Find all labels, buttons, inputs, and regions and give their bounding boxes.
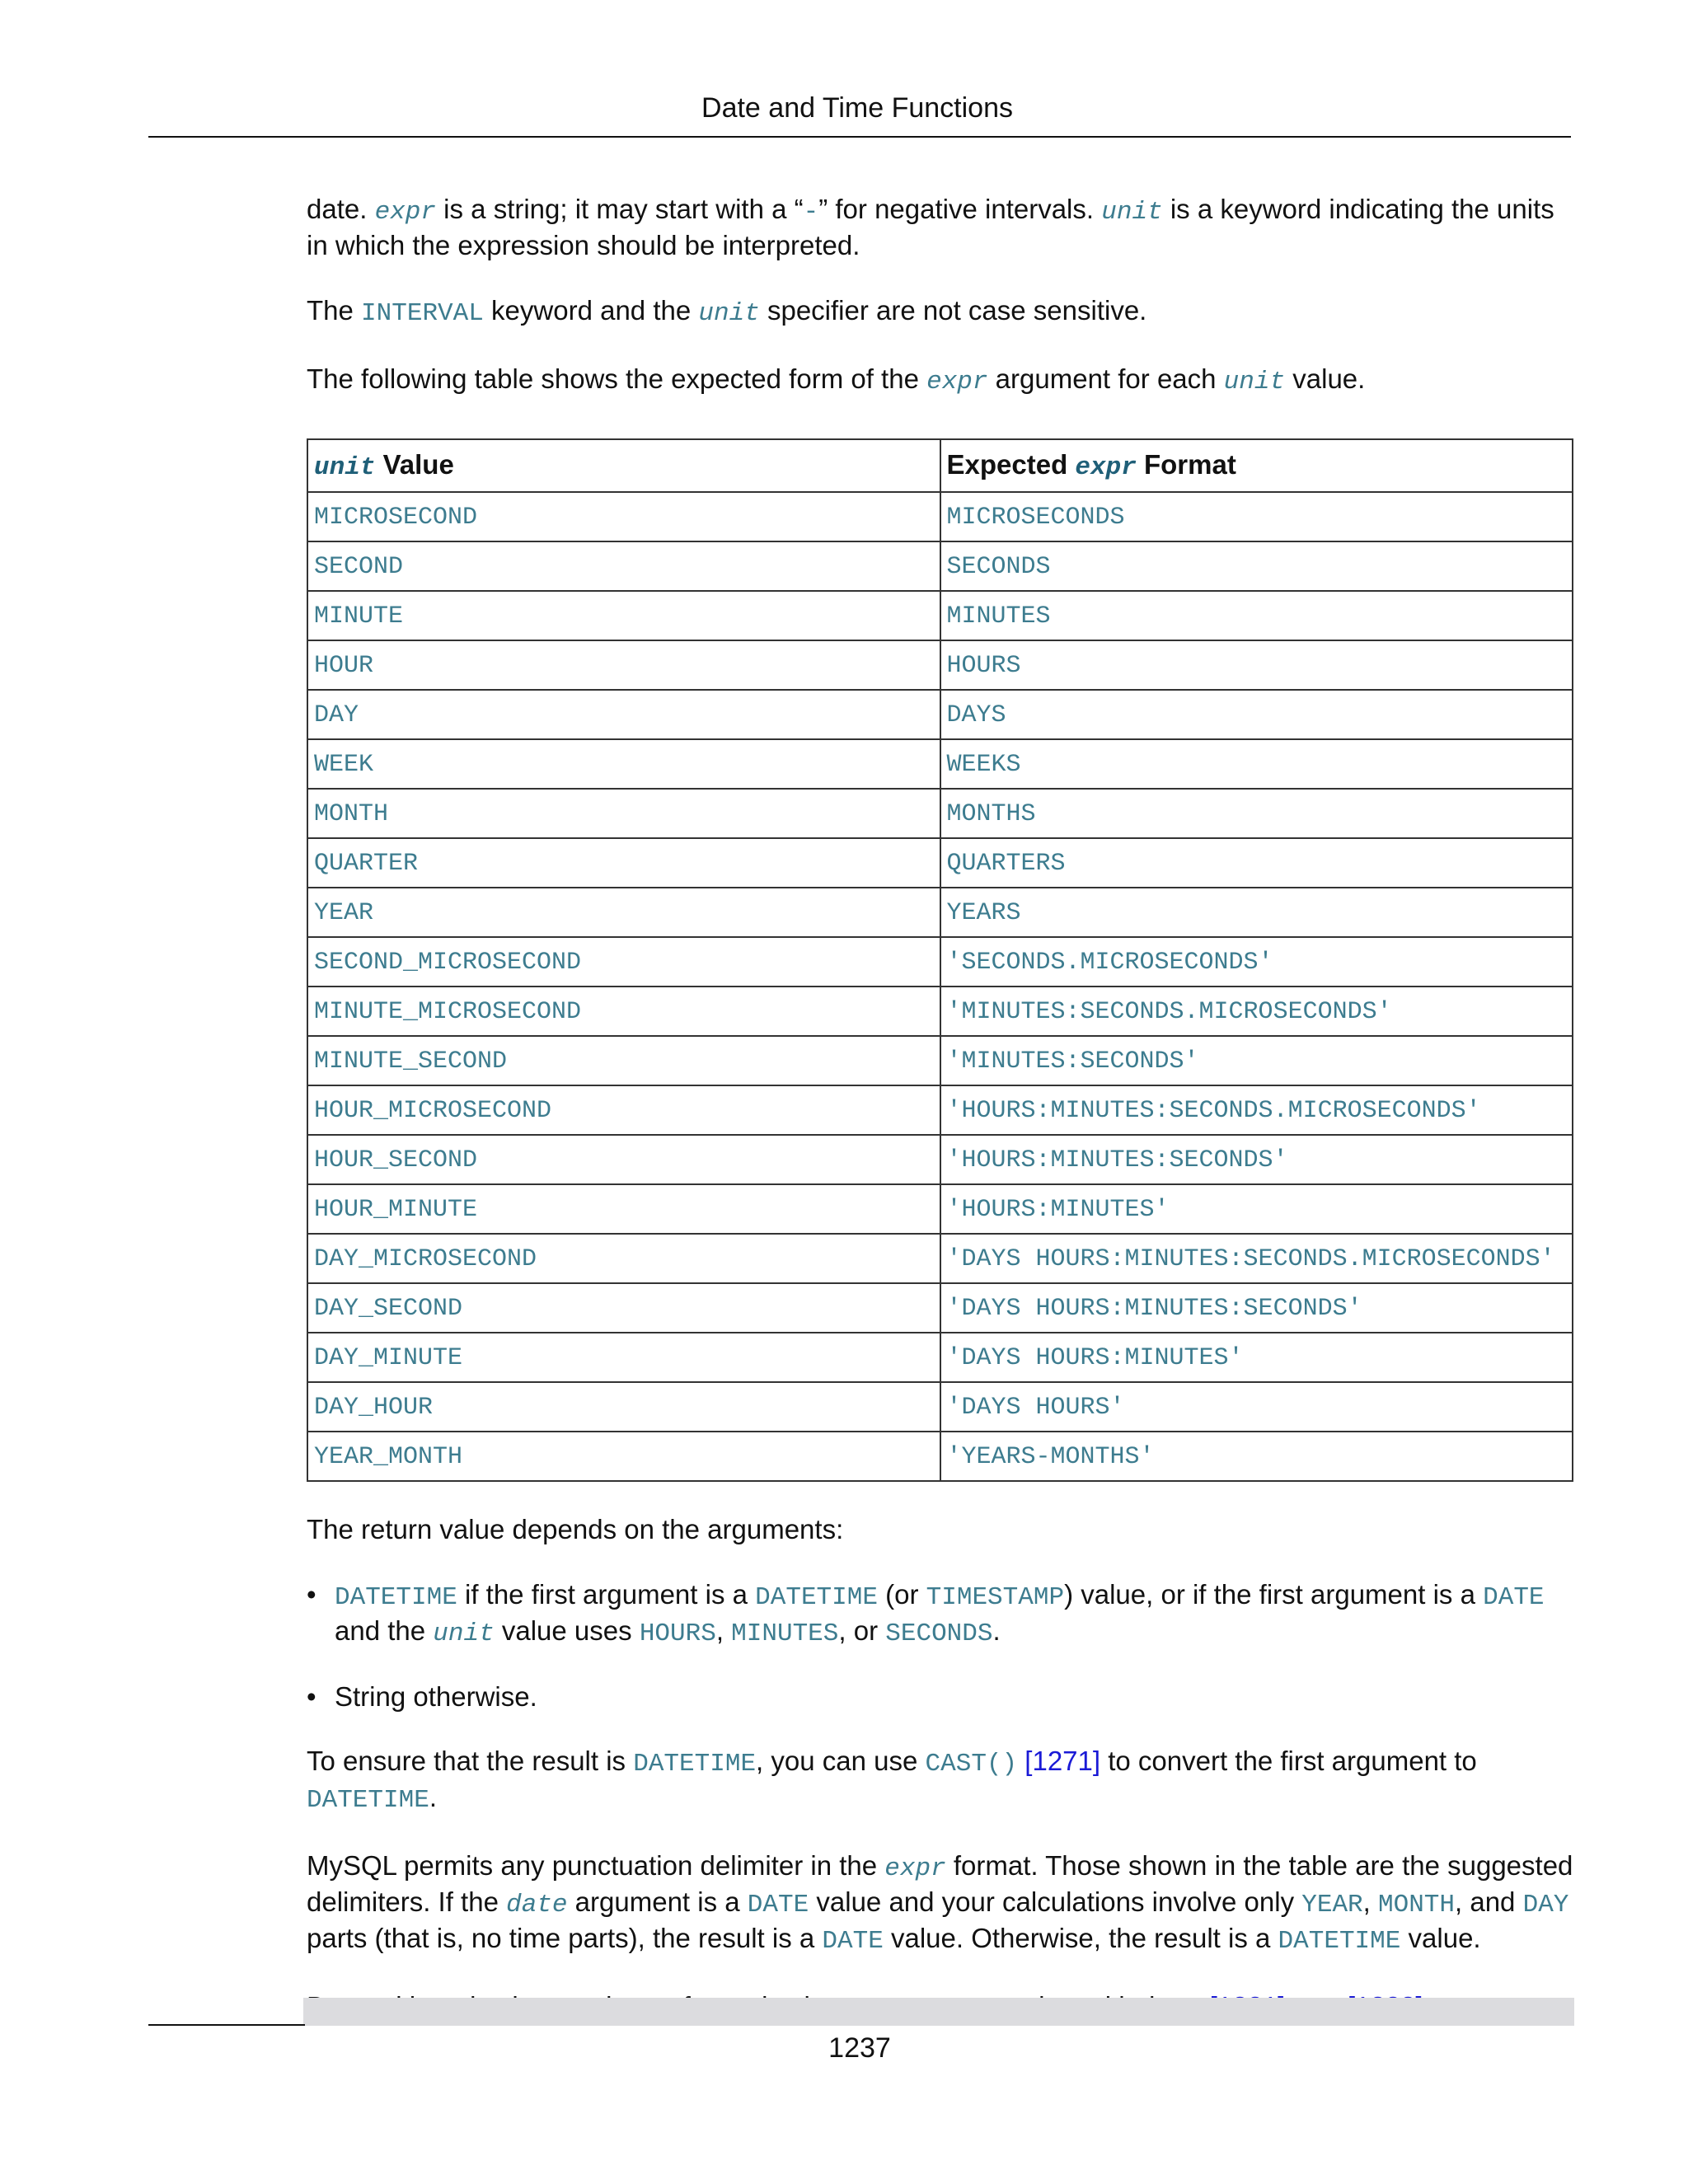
page-content [307,193,1576,2059]
unit-value-cell: MINUTE_MICROSECOND [307,987,940,1036]
table-row [307,1432,1573,1481]
expected-format-cell: MICROSECONDS [940,492,1573,541]
table-row [307,789,1573,838]
table-row [307,888,1573,937]
table-row [307,838,1573,888]
table-row [307,1135,1573,1184]
unit-value-cell: HOUR_MICROSECOND [307,1085,940,1135]
paragraph-case-sensitivity: The INTERVAL keyword and the unit specifier are not case sensitive. [307,295,1147,328]
table-row [307,1234,1573,1283]
expected-format-cell: 'HOURS:MINUTES' [940,1184,1573,1234]
table-row [307,1184,1573,1234]
table-row [307,591,1573,640]
table-header-row [307,439,1573,492]
unit-value-cell: YEAR_MONTH [307,1432,940,1481]
expected-format-cell: 'HOURS:MINUTES:SECONDS' [940,1135,1573,1184]
paragraph-delimiters: MySQL permits any punctuation delimiter in the expr format. Those shown in the table are the suggested delimiters. If the date argument is a DATE value and your calculations involve only YEAR, MONTH, and DAY parts (that is, no time parts), the result is a DATE value. Otherwise, the result is a DATETIME value. [307,1850,1573,1956]
unit-value-cell: DAY_MICROSECOND [307,1234,940,1283]
unit-value-cell: HOUR [307,640,940,690]
table-body [307,492,1573,1481]
running-header: Date and Time Functions [701,92,1013,124]
unit-value-cell: MICROSECOND [307,492,940,541]
unit-value-cell: HOUR_MINUTE [307,1184,940,1234]
unit-value-cell: SECOND [307,541,940,591]
unit-value-cell: QUARTER [307,838,940,888]
table-row [307,1085,1573,1135]
expected-format-cell: 'HOURS:MINUTES:SECONDS.MICROSECONDS' [940,1085,1573,1135]
table-row [307,987,1573,1036]
table-row [307,1036,1573,1085]
expected-format-cell: MONTHS [940,789,1573,838]
unit-value-cell: DAY_SECOND [307,1283,940,1333]
header-rule [148,136,1571,138]
expected-format-cell: DAYS [940,690,1573,739]
expected-format-cell: YEARS [940,888,1573,937]
expected-format-cell: WEEKS [940,739,1573,789]
expected-format-cell: 'DAYS HOURS:MINUTES:SECONDS.MICROSECONDS' [940,1234,1573,1283]
unit-value-cell: DAY_HOUR [307,1382,940,1432]
expected-format-cell: 'DAYS HOURS:MINUTES' [940,1333,1573,1382]
table-row [307,1333,1573,1382]
cast-reference-link[interactable]: [1271] [1017,1746,1101,1776]
unit-value-cell: DAY_MINUTE [307,1333,940,1382]
expected-format-cell: QUARTERS [940,838,1573,888]
unit-value-cell: MINUTE_SECOND [307,1036,940,1085]
expected-format-cell: 'MINUTES:SECONDS' [940,1036,1573,1085]
paragraph-interval-intro: date. expr is a string; it may start with a “-” for negative intervals. unit is a keyword indicating the units in which the expression should be interpreted. [307,194,1554,260]
table-row [307,640,1573,690]
paragraph-return-value: The return value depends on the arguments: [307,1514,844,1544]
expected-format-cell: SECONDS [940,541,1573,591]
table-row [307,739,1573,789]
unit-value-cell: WEEK [307,739,940,789]
unit-value-cell: DAY [307,690,940,739]
table-row [307,1382,1573,1432]
paragraph-table-intro: The following table shows the expected form of the expr argument for each unit value. [307,363,1366,396]
expected-format-cell: 'DAYS HOURS' [940,1382,1573,1432]
expected-format-cell: 'DAYS HOURS:MINUTES:SECONDS' [940,1283,1573,1333]
unit-value-cell: SECOND_MICROSECOND [307,937,940,987]
code-block-edge [303,1998,1574,2026]
unit-value-cell: YEAR [307,888,940,937]
unit-value-cell: HOUR_SECOND [307,1135,940,1184]
column-header-expected-format: Expected expr Format [940,439,1573,492]
unit-format-table [307,438,1573,1482]
page-number: 1237 [828,2032,891,2064]
table-row [307,937,1573,987]
expected-format-cell: HOURS [940,640,1573,690]
list-item: • DATETIME if the first argument is a DATETIME (or TIMESTAMP) value, or if the first argument is a DATE and the unit value uses HOURS, MINUTES, or SECONDS. [307,1578,1576,1651]
table-row [307,541,1573,591]
expected-format-cell: 'SECONDS.MICROSECONDS' [940,937,1573,987]
unit-value-cell: MINUTE [307,591,940,640]
list-item: • String otherwise. [307,1680,1576,1713]
return-value-list [307,1578,1576,1713]
column-header-unit-value: unit Value [307,439,940,492]
footer-rule [148,2024,305,2026]
expected-format-cell: MINUTES [940,591,1573,640]
table-row [307,690,1573,739]
unit-value-cell: MONTH [307,789,940,838]
expected-format-cell: 'YEARS-MONTHS' [940,1432,1573,1481]
table-row [307,1283,1573,1333]
table-row [307,492,1573,541]
expected-format-cell: 'MINUTES:SECONDS.MICROSECONDS' [940,987,1573,1036]
paragraph-cast: To ensure that the result is DATETIME, you can use CAST() [1271] to convert the first argument to DATETIME. [307,1746,1477,1815]
